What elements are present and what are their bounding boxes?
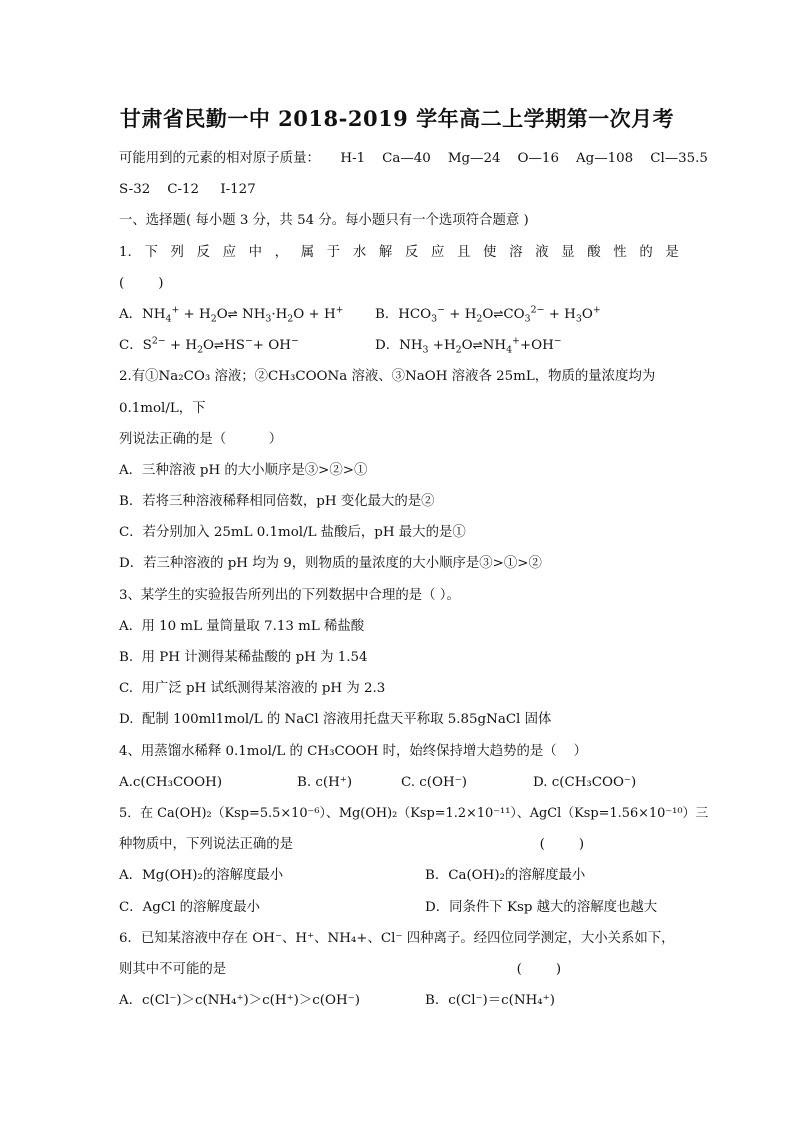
q1-answer-paren: ( ) [119,275,164,291]
q1-char: 反 [196,244,210,260]
q6-options-ab [119,985,679,1016]
q3-option-d: D. 配制 100ml1mol/L 的 NaCl 溶液用托盘天平称取 5.85gNaCl 固体 [119,712,552,728]
q1-options-cd [119,330,679,361]
q3-stem: 3、某学生的实验报告所列出的下列数据中合理的是（ ）。 [119,587,460,603]
q4-option-b: B. c(H⁺) [297,774,353,790]
q1-char: 使 [483,244,497,260]
q1-char: 溶 [509,244,523,260]
q2-stem-line-1: 2.有①Na₂CO₃ 溶液；②CH₃COONa 溶液、③NaOH 溶液各 25mL，物质的量浓度均为 [119,369,656,385]
q2-option-c: C．若分别加入 25mL 0.1mol/L 盐酸后，pH 最大的是① [119,525,466,541]
exam-title: 甘肃省民勤一中 2018-2019 学年高二上学期第一次月考 [119,106,675,131]
q1-option-a: A．$NH_4^+$ + $H_2O\rightleftharpoons$ $NH_3\cdot H_2O + H^+$ [119,304,344,325]
q1-char: ， [274,244,289,260]
q5-answer-paren: ( ) [539,837,585,853]
q6-option-a: A．c(Cl⁻)＞c(NH₄⁺)＞c(H⁺)＞c(OH⁻) [119,993,360,1009]
q1-char: 解 [378,244,393,260]
q1-option-c: C．$S^{2-}$ + $H_2O\rightleftharpoons HS^-+ OH^-$ [119,335,299,356]
q1-option-d: D．$NH_3$ $+H_2O\rightleftharpoons NH_4^++OH^-$ [375,335,562,356]
q1-stem [119,237,679,268]
q2-stem-line-2: 0.1mol/L，下 [119,400,206,416]
q1-char: 于 [326,244,341,260]
q5-option-c: C．AgCl 的溶解度最小 [119,899,261,915]
q2-option-a: A．三种溶液 pH 的大小顺序是③>②>① [119,462,368,478]
atomic-masses-values: H-1 Ca—40 Mg—24 O—16 Ag—108 Cl—35.5 [340,151,708,166]
q1-char: 酸 [587,244,601,260]
atomic-masses-line-1 [119,143,708,174]
q5-stem-text: 种物质中，下列说法正确的是 [119,837,294,853]
q1-char: 中 [248,244,263,260]
q2-option-b: B．若将三种溶液稀释相同倍数，pH 变化最大的是② [119,494,435,510]
q4-option-c: C. c(OH⁻) [401,774,467,790]
q2-stem-line-3: 列说法正确的是（ ） [119,431,283,447]
q5-options-ab [119,860,679,891]
q1-char: 反 [404,244,419,260]
q3-option-b: B. 用 PH 计测得某稀盐酸的 pH 为 1.54 [119,650,368,665]
q5-stem-line-1: 5．在 Ca(OH)₂（Ksp=5.5×10⁻⁶）、Mg(OH)₂（Ksp=1.2×10⁻¹¹）、AgCl（Ksp=1.56×10⁻¹⁰）三 [119,805,709,821]
q1-char: 水 [352,244,367,260]
atomic-masses-line-2: S-32 C-12 I-127 [119,182,256,198]
q1-char: 是 [665,244,679,260]
exam-body [119,143,709,1016]
q1-options-ab [119,299,679,330]
q1-char: 列 [170,244,184,260]
q5-option-a: A．Mg(OH)₂的溶解度最小 [119,868,284,884]
q1-char: 1. [119,244,132,260]
q1-char: 且 [457,244,471,260]
q6-stem-line-2 [119,954,679,985]
q1-char: 显 [561,244,575,260]
q6-stem-line-1: 6．已知某溶液中存在 OH⁻、H⁺、NH₄+、Cl⁻ 四种离子。经四位同学测定，大小关系如下， [119,930,675,946]
q3-option-c: C. 用广泛 pH 试纸测得某溶液的 pH 为 2.3 [119,681,386,697]
q5-option-b: B．Ca(OH)₂的溶解度最小 [425,868,586,884]
q1-char: 应 [222,244,236,260]
q1-char: 下 [144,244,158,260]
q1-char: 液 [535,244,549,260]
q3-option-a: A. 用 10 mL 量筒量取 7.13 mL 稀盐酸 [119,618,365,634]
atomic-masses-label: 可能用到的元素的相对原子质量： [119,151,320,166]
q6-answer-paren: ( ) [516,961,562,977]
q5-stem-line-2 [119,829,679,860]
q2-option-d: D．若三种溶液的 pH 均为 9，则物质的量浓度的大小顺序是③>①>② [119,556,542,572]
q5-options-cd [119,892,679,923]
section-heading: 一、选择题( 每小题 3 分，共 54 分。每小题只有一个选项符合题意 ) [119,213,529,229]
q4-option-d: D. c(CH₃COO⁻) [533,774,637,790]
q1-char: 属 [300,244,315,260]
q5-option-d: D．同条件下 Ksp 越大的溶解度也越大 [425,899,658,915]
q4-options [119,767,679,798]
q1-char: 应 [430,244,445,260]
q4-option-a: A.c(CH₃COOH) [119,774,223,790]
q1-char: 的 [639,244,653,260]
q6-option-b: B．c(Cl⁻)＝c(NH₄⁺) [425,993,555,1009]
q1-option-b: B．$HCO_3^-$ + $H_2O\rightleftharpoons CO_3^{2-} + H_3O^+$ [375,304,601,325]
q4-stem: 4、用蒸馏水稀释 0.1mol/L 的 CH₃COOH 时，始终保持增大趋势的是（ ） [119,743,588,759]
q6-stem-text: 则其中不可能的是 [119,961,227,977]
q1-char: 性 [613,244,627,260]
